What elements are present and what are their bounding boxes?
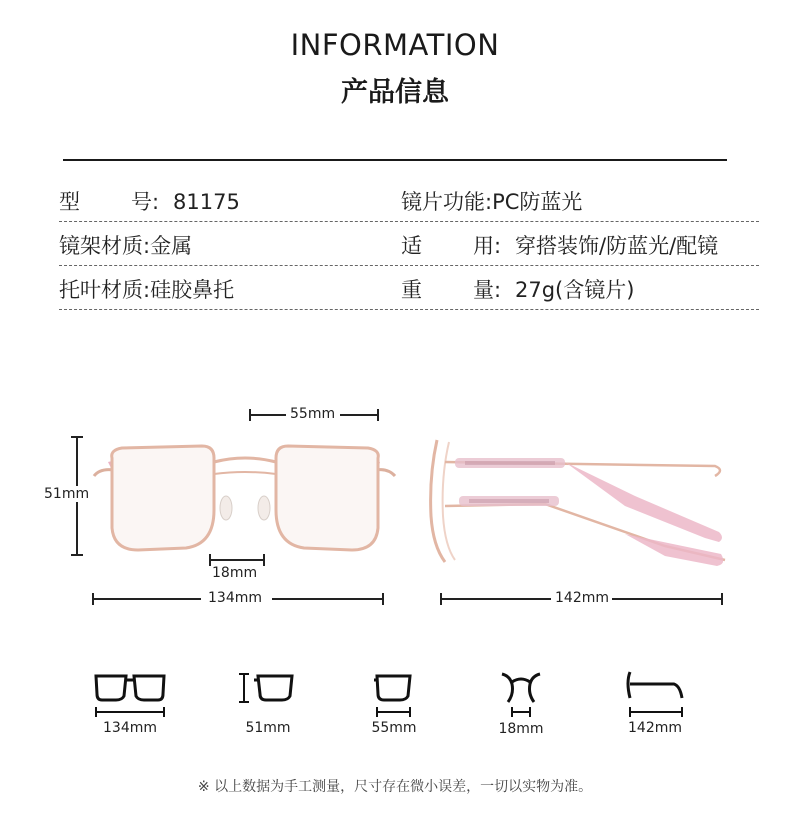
title-english: INFORMATION: [290, 28, 500, 62]
bridge-measure: 18mm: [212, 565, 258, 581]
glasses-side-image: [425, 436, 735, 576]
bridge-icon-label: 18mm: [498, 721, 544, 737]
model-label-b: 号:: [131, 190, 160, 214]
frame-material-value: 金属: [150, 234, 193, 258]
weight-value: 27g(含镜片): [515, 278, 635, 302]
lens-height-icon-label: 51mm: [245, 720, 291, 736]
lens-function-label: 镜片功能:: [401, 190, 493, 214]
measurement-disclaimer: ※ 以上数据为手工测量，尺寸存在微小误差，一切以实物为准。: [197, 779, 593, 795]
spec-row-pad: [59, 266, 759, 310]
temple-icon-label: 142mm: [628, 720, 682, 736]
usage-value: 穿搭装饰/防蓝光/配镜: [515, 234, 719, 258]
frame-width-measure: 134mm: [208, 590, 262, 606]
lens-function-value: PC防蓝光: [492, 190, 583, 214]
spec-row-frame: [59, 222, 759, 266]
glasses-front-image: [90, 440, 400, 570]
frame-width-icon: [92, 668, 168, 720]
spec-frame-material: [59, 230, 192, 260]
frame-width-icon-label: 134mm: [103, 720, 157, 736]
frame-width-line-right: [272, 598, 383, 600]
lens-height-icon: [236, 668, 300, 708]
bridge-icon: [500, 668, 544, 720]
lens-width-icon: [372, 668, 416, 720]
temple-line-left: [441, 598, 551, 600]
spec-weight: [401, 274, 634, 304]
spec-pad-material: [59, 274, 234, 304]
spec-usage: [401, 230, 718, 260]
pad-material-label: 托叶材质:: [59, 278, 151, 302]
model-label-a: 型: [59, 190, 80, 214]
lens-width-line-right: [340, 414, 378, 416]
pad-material-value: 硅胶鼻托: [150, 278, 235, 302]
temple-line-right: [612, 598, 722, 600]
lens-height-measure: 51mm: [44, 486, 90, 502]
bridge-line: [210, 559, 264, 561]
spec-model: [59, 186, 240, 216]
frame-material-label: 镜架材质:: [59, 234, 151, 258]
header-divider: [63, 159, 727, 161]
spec-row-model: [59, 178, 759, 222]
lens-width-measure: 55mm: [290, 406, 336, 422]
frame-width-line-left: [93, 598, 201, 600]
lens-width-line-left: [250, 414, 286, 416]
temple-icon: [624, 668, 688, 720]
weight-label-b: 量:: [473, 278, 502, 302]
usage-label-a: 适: [401, 234, 422, 258]
lens-width-icon-label: 55mm: [371, 720, 417, 736]
usage-label-b: 用:: [473, 234, 502, 258]
spec-lens-function: [401, 186, 582, 216]
weight-label-a: 重: [401, 278, 422, 302]
title-chinese: 产品信息: [341, 77, 449, 108]
temple-measure: 142mm: [555, 590, 609, 606]
model-value: 81175: [173, 190, 240, 214]
